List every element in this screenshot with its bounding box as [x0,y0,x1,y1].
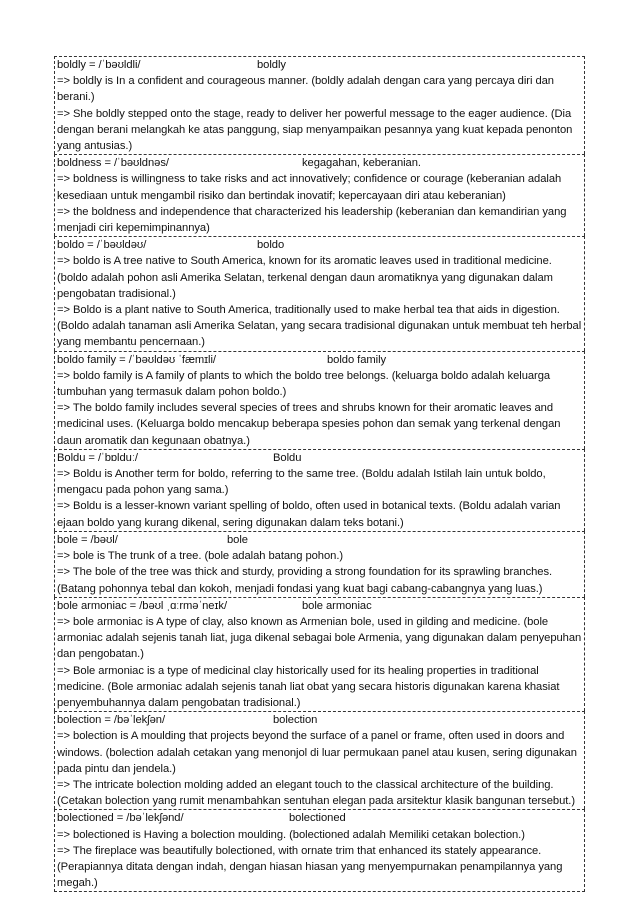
definition-line: => boldness is willingness to take risks and act innovatively; confidence or courage (keberanian adalah kesediaan untuk mengambil risiko dan bertindak inovatif; kepercayaan diri atau keberanian) [57,173,562,202]
entry-boldu [54,449,585,531]
entry-header [57,57,582,73]
definition-line: => bolection is A moulding that projects beyond the surface of a panel or frame, often used in doors and windows. (bolection adalah cetakan yang menonjol di luar permukaan panel atau kusen, sering digunakan pada pintu dan jendela.) [57,730,577,775]
entry-header [57,598,582,614]
example-line: => The fireplace was beautifully bolectioned, with ornate trim that enhanced its stately appearance. (Perapiannya ditata dengan indah, dengan hiasan hiasan yang menyempurnakan penampilannya yang megah.) [57,844,563,890]
entry-boldness [54,154,585,236]
pronunciation: boldo family = /ˈbəʊldəʊ ˈfæmɪli/ [57,353,216,366]
entry-boldly [54,56,585,154]
definition-line: => Boldu is Another term for boldo, referring to the same tree. (Boldu adalah Istilah lain untuk boldo, mengacu pada pohon yang sama.) [57,468,546,497]
entry-header [57,532,582,548]
translation: Boldu [273,451,302,464]
example-line: => Boldo is a plant native to South America, traditionally used to make herbal tea that aids in digestion. (Boldo adalah tanaman asli Amerika Selatan, yang secara tradisional digunakan untuk membuat teh herbal yang membantu pencernaan.) [57,304,582,349]
pronunciation: boldo = /ˈbəʊldəʊ/ [57,239,147,252]
entry-header [57,450,582,466]
entry-boldo-family [54,351,585,449]
example-line: => the boldness and independence that characterized his leadership (keberanian dan kemandirian yang menjadi ciri kepemimpinannya) [57,205,567,235]
example-line: => Boldu is a lesser-known variant spelling of boldo, often used in botanical texts. (Boldu adalah varian ejaan boldo yang kurang dikenal, sering digunakan dalam teks botani.) [57,500,561,529]
pronunciation: bole armoniac = /bəʊl ˌɑːrməˈneɪk/ [57,599,228,612]
entry-header [57,155,582,171]
definition-line: => boldo family is A family of plants to which the boldo tree belongs. (keluarga boldo adalah keluarga tumbuhan yang termasuk dalam pohon boldo.) [57,369,551,399]
translation: boldo [257,239,285,252]
pronunciation: Boldu = /ˈbɒlduː/ [57,451,138,464]
pronunciation: boldly = /ˈbəʊldli/ [57,59,141,71]
translation: bolectioned [289,812,346,825]
definition-line: => bole armoniac is A type of clay, also known as Armenian bole, used in gilding and medicine. (bole armoniac adalah sejenis tanah liat, juga dikenal sebagai bole Armenia, yang digunakan dalam penyepuhan dan pengobatan.) [57,615,582,661]
translation: bolection [273,714,318,727]
translation: boldly [257,59,286,71]
definition-line: => bole is The trunk of a tree. (bole adalah batang pohon.) [57,550,344,563]
entry-bolectioned [54,809,585,892]
entry-bolection [54,711,585,809]
translation: bole [227,533,248,546]
translation: bole armoniac [302,599,372,612]
entry-header [57,712,582,728]
example-line: => Bole armoniac is a type of medicinal clay historically used for its healing properties in traditional medicine. (Bole armoniac adalah sejenis tanah liat obat yang secara historis digunakan karena khasiat penyembuhannya dalam pengobatan tradisional.) [57,664,560,709]
pronunciation: bolectioned = /bəˈlekʃənd/ [57,812,184,825]
definition-line: => bolectioned is Having a bolection moulding. (bolectioned adalah Memiliki cetakan bolection.) [57,828,525,841]
example-line: => The bole of the tree was thick and sturdy, providing a strong foundation for its sprawling branches. (Batang pohonnya tebal dan kokoh, menjadi fondasi yang kuat bagi cabang-cabangnya yang luas.) [57,566,553,595]
definition-line: => boldo is A tree native to South America, known for its aromatic leaves used in traditional medicine. (boldo adalah pohon asli Amerika Selatan, terkenal dengan daun aromatiknya yang digunakan dalam pengobatan tradisional.) [57,255,553,300]
entry-header [57,352,582,368]
entry-boldo [54,236,585,350]
definition-line: => boldly is In a confident and courageous manner. (boldly adalah dengan cara yang percaya diri dan berani.) [57,75,554,104]
entry-header [57,810,582,826]
pronunciation: bolection = /bəˈlekʃən/ [57,714,165,727]
example-line: => The boldo family includes several species of trees and shrubs known for their aromatic leaves and medicinal uses. (Keluarga boldo mencakup beberapa spesies pohon dan semak yang terkenal dengan daun aromatik dan kegunaan obatnya.) [57,402,561,447]
translation: kegagahan, keberanian. [302,157,421,170]
pronunciation: boldness = /ˈbəʊldnəs/ [57,157,169,170]
pronunciation: bole = /bəʊl/ [57,533,118,546]
example-line: => The intricate bolection molding added an elegant touch to the classical architecture of the building. (Cetakan bolection yang rumit menambahkan sentuhan elegan pada arsitektur klasik bangunan tersebut.) [57,778,576,808]
dictionary-page [54,56,585,892]
translation: boldo family [327,353,387,366]
entry-bole [54,531,585,597]
example-line: => She boldly stepped onto the stage, ready to deliver her powerful message to the eager audience. (Dia dengan berani melangkah ke atas panggung, siap menyampaikan pesannya yang kuat kepada penonton yang antusias.) [57,107,573,153]
entry-bole-armoniac [54,597,585,711]
entry-header [57,237,582,253]
